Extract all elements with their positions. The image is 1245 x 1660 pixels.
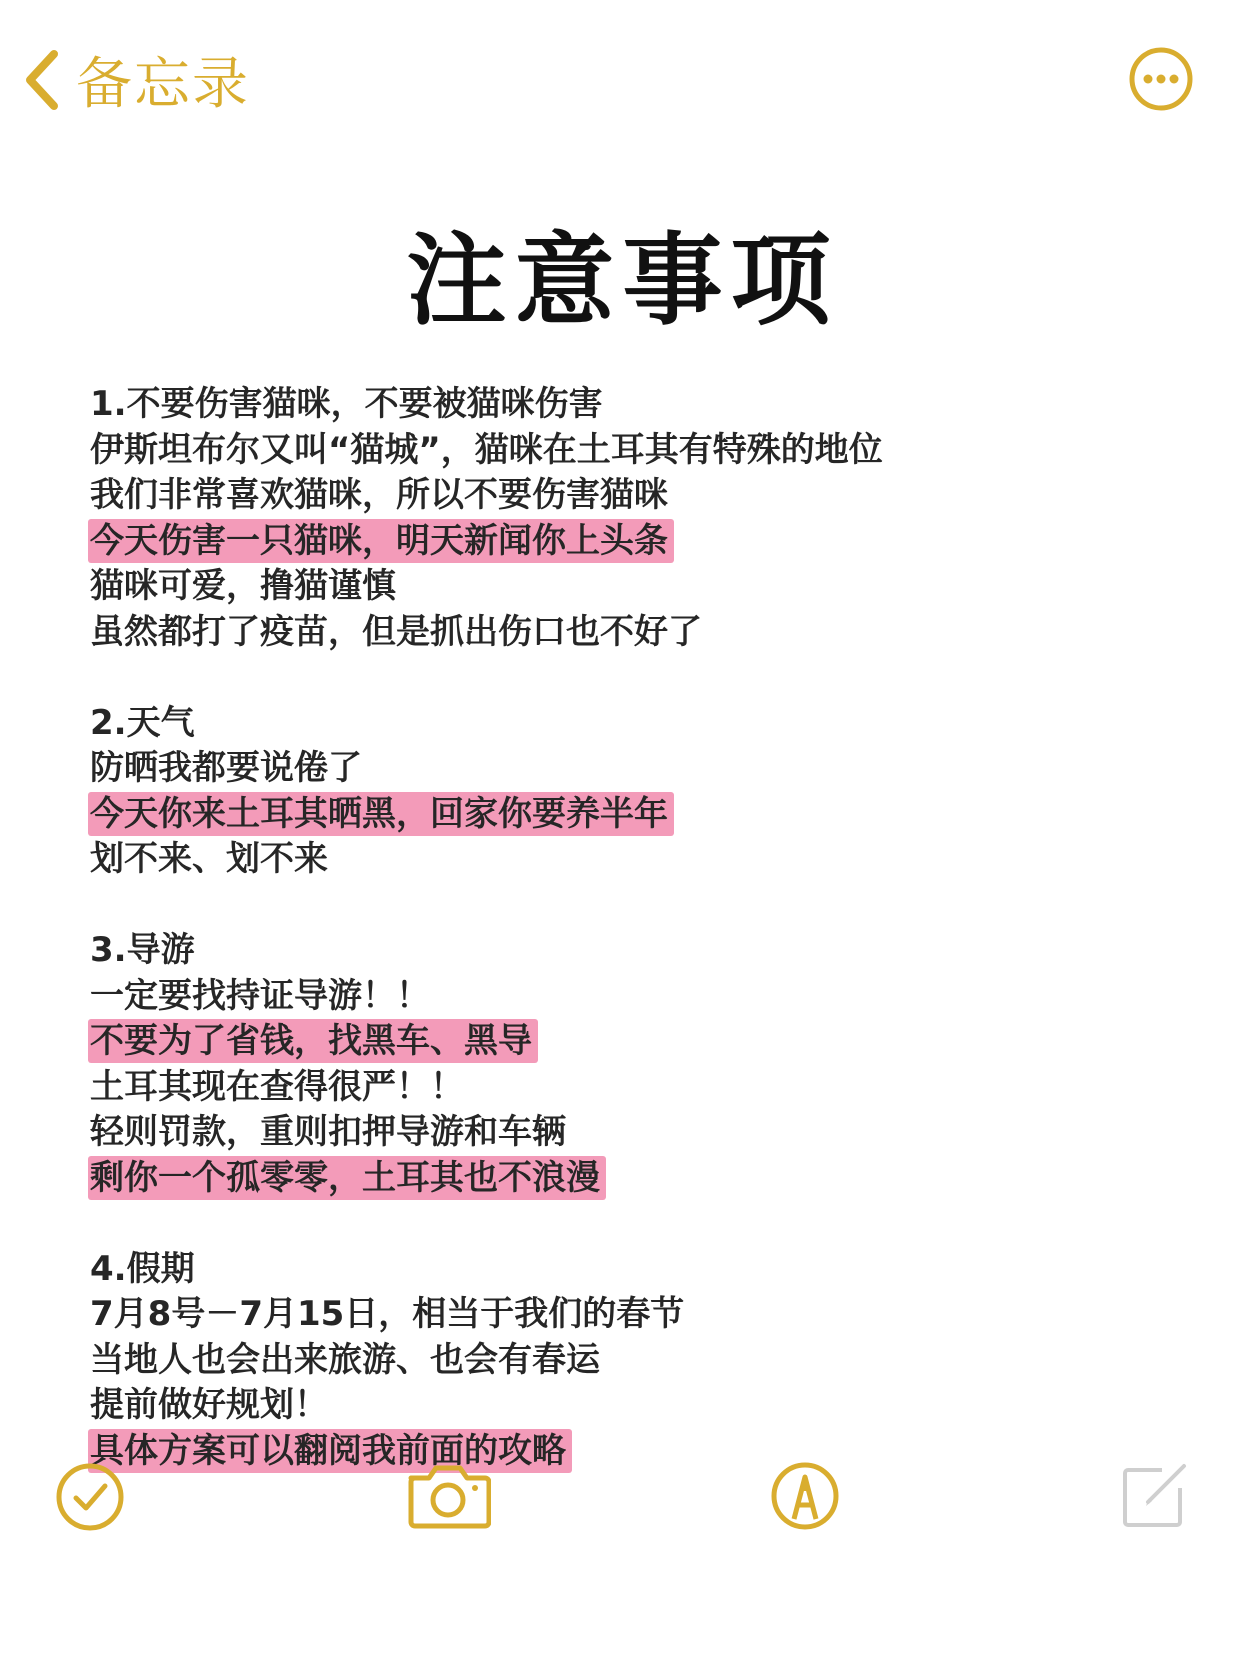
compose-button[interactable] [1118,1458,1192,1536]
note-line [88,473,1168,519]
blank-line [88,655,1168,701]
note-line [88,701,1168,747]
highlighted-note-line [88,1019,1168,1065]
note-line-text: 防晒我都要说倦了 [90,748,362,788]
navigation-bar [0,0,1245,150]
camera-icon [405,1460,491,1530]
blank-line [88,1201,1168,1247]
chevron-left-icon [22,48,62,112]
note-body[interactable] [88,382,1168,1474]
note-line [88,428,1168,474]
note-line-text: 提前做好规划！ [90,1385,328,1425]
note-line [88,1338,1168,1384]
note-line [88,610,1168,656]
note-line-text: 我们非常喜欢猫咪，所以不要伤害猫咪 [90,475,668,515]
note-line [88,837,1168,883]
note-line-text: 一定要找持证导游！！ [90,975,430,1016]
highlighted-note-line [88,519,1168,565]
note-line-text: 7月8号－7月15日，相当于我们的春节 [90,1294,685,1334]
note-line [88,564,1168,610]
note-line [88,928,1168,974]
note-line [88,1247,1168,1293]
note-line-text: 划不来、划不来 [90,839,328,879]
checklist-button[interactable] [55,1462,125,1536]
more-ellipsis-icon [1128,46,1194,112]
back-button[interactable] [22,40,250,120]
note-line-text: 今天你来土耳其晒黑，回家你要养半年 [88,792,674,836]
camera-button[interactable] [405,1460,491,1534]
highlighted-note-line [88,792,1168,838]
note-line-text: 猫咪可爱，撸猫谨慎 [90,566,396,606]
note-line-text: 土耳其现在查得很严！！ [90,1066,464,1107]
note-line-text: 轻则罚款，重则扣押导游和车辆 [90,1112,566,1152]
checklist-icon [55,1462,125,1532]
note-line [88,1292,1168,1338]
note-line [88,382,1168,428]
markup-pen-icon [770,1461,840,1531]
note-line-text: 具体方案可以翻阅我前面的攻略 [88,1429,572,1473]
note-title: 注意事项 [406,222,839,339]
note-line-text: 不要为了省钱，找黑车、黑导 [88,1019,538,1063]
highlighted-note-line [88,1429,1168,1475]
more-button[interactable] [1128,46,1194,116]
note-line-text: 3.导游 [90,930,195,970]
note-line [88,974,1168,1020]
note-line-text: 当地人也会出来旅游、也会有春运 [90,1339,600,1380]
note-line-text: 2.天气 [90,702,195,743]
blank-line [88,883,1168,929]
note-line-text: 1.不要伤害猫咪，不要被猫咪伤害 [90,384,603,424]
highlighted-note-line [88,1156,1168,1202]
note-line-text: 4.假期 [90,1248,195,1289]
note-line-text: 虽然都打了疫苗，但是抓出伤口也不好了 [90,611,702,652]
note-line-text: 今天伤害一只猫咪，明天新闻你上头条 [88,519,674,563]
note-line [88,1110,1168,1156]
back-label: 备忘录 [76,52,250,117]
note-line-text: 伊斯坦布尔又叫“猫城”，猫咪在土耳其有特殊的地位 [90,429,883,470]
note-line [88,1065,1168,1111]
markup-button[interactable] [770,1461,840,1535]
bottom-toolbar [0,1540,1245,1650]
note-line [88,746,1168,792]
note-line-text: 剩你一个孤零零，土耳其也不浪漫 [88,1156,606,1200]
note-line [88,1383,1168,1429]
compose-icon [1118,1458,1192,1532]
